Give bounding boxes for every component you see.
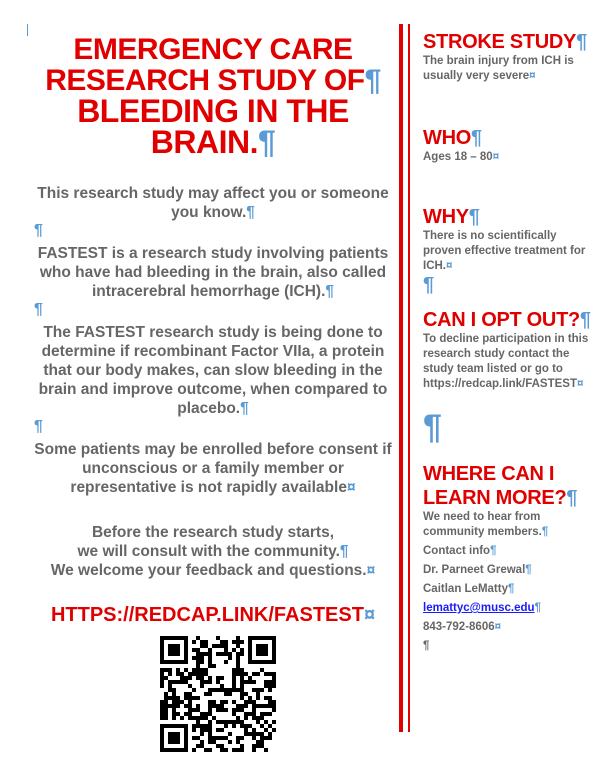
empty-paragraph-mark: ¶ <box>34 418 43 435</box>
study-url[interactable]: HTTPS://REDCAP.LINK/FASTEST¤ <box>50 604 376 626</box>
cell-end-mark: ¤ <box>346 479 356 496</box>
pilcrow-mark: ¶ <box>325 283 335 300</box>
contact-email-line <box>423 601 593 616</box>
cell-end-mark: ¤ <box>366 562 376 579</box>
opt-out-text: To decline participation in this research study contact the study team listed or go to https://redcap.link/FASTEST¤ <box>423 333 589 390</box>
pilcrow-mark: ¶ <box>246 204 255 221</box>
contact-phone: 843-792-8606¤ <box>423 621 502 633</box>
paragraph-community: Before the research study starts, we will consult with the community.¶ We welcome your feedback and questions.¤ <box>50 524 376 579</box>
pilcrow-mark: ¶ <box>525 564 532 576</box>
pilcrow-mark: ¶ <box>490 545 497 557</box>
empty-paragraph-mark: ¶ <box>34 222 43 239</box>
empty-paragraph-mark: ¶ <box>423 274 435 296</box>
title-line-1: EMERGENCY CARE <box>73 33 353 66</box>
pilcrow-mark: ¶ <box>257 124 276 160</box>
empty-paragraph-mark: ¶ <box>423 640 430 652</box>
title-line-3: BLEEDING IN THE BRAIN.¶ <box>77 93 349 160</box>
paragraph-intro: This research study may affect you or someone you know.¶ <box>37 185 389 221</box>
stroke-study-heading: STROKE STUDY¶ <box>423 31 587 53</box>
stroke-study-text: The brain injury from ICH is usually very severe¤ <box>423 55 574 82</box>
cell-end-mark: ¤ <box>494 621 502 633</box>
pilcrow-mark: ¶ <box>508 583 515 595</box>
who-text: Ages 18 – 80¤ <box>423 151 500 163</box>
pilcrow-mark: ¶ <box>470 127 482 149</box>
title-line-2: RESEARCH STUDY OF¶ <box>45 64 381 97</box>
learn-more-heading: WHERE CAN I LEARN MORE?¶ <box>423 463 578 509</box>
contact-label: Contact info¶ <box>423 545 497 557</box>
column-divider <box>399 24 403 732</box>
who-heading: WHO¶ <box>423 127 482 149</box>
column-divider-thin <box>408 24 410 732</box>
cell-end-mark: ¤ <box>363 604 376 626</box>
why-text: There is no scientifically proven effective treatment for ICH.¤ <box>423 230 586 272</box>
pilcrow-mark: ¶ <box>566 487 578 509</box>
cell-end-mark: ¤ <box>492 151 500 163</box>
pilcrow-mark: ¶ <box>240 400 249 417</box>
opt-out-heading: CAN I OPT OUT?¶ <box>423 309 591 331</box>
main-column <box>34 34 392 627</box>
cell-end-mark: ¤ <box>446 260 453 272</box>
qr-code <box>160 636 276 752</box>
paragraph-fastest: FASTEST is a research study involving patients who have had bleeding in the brain, also called intracerebral hemorrhage (ICH).¶ <box>37 245 389 300</box>
paragraph-enrollment: Some patients may be enrolled before consent if unconscious or a family member or representative is not rapidly available¤ <box>34 441 392 496</box>
paragraph-purpose: The FASTEST research study is being done to determine if recombinant Factor VIIa, a protein that our body makes, can slow bleeding in the brain and improve outcome, when compared to placebo.¶ <box>38 324 388 417</box>
contact-email-link[interactable]: lemattyc@musc.edu <box>423 602 535 614</box>
empty-paragraph-mark: ¶ <box>423 408 442 446</box>
pilcrow-mark: ¶ <box>541 526 549 538</box>
pilcrow-mark: ¶ <box>579 309 591 331</box>
cell-end-mark: ¤ <box>529 70 536 82</box>
pilcrow-mark: ¶ <box>364 64 381 97</box>
pilcrow-mark: ¶ <box>339 543 349 560</box>
sidebar-column <box>423 30 593 654</box>
empty-paragraph-mark: ¶ <box>34 301 43 318</box>
contact-name-2: Caitlan LeMatty¶ <box>423 583 515 595</box>
pilcrow-mark: ¶ <box>576 31 587 53</box>
why-heading: WHY¶ <box>423 206 480 228</box>
pilcrow-mark: ¶ <box>534 602 541 614</box>
margin-marker <box>27 24 32 36</box>
cell-end-mark: ¤ <box>577 378 584 390</box>
contact-name-1: Dr. Parneet Grewal¶ <box>423 564 532 576</box>
pilcrow-mark: ¶ <box>468 206 480 228</box>
learn-more-text: We need to hear from community members.¶ <box>423 511 549 538</box>
